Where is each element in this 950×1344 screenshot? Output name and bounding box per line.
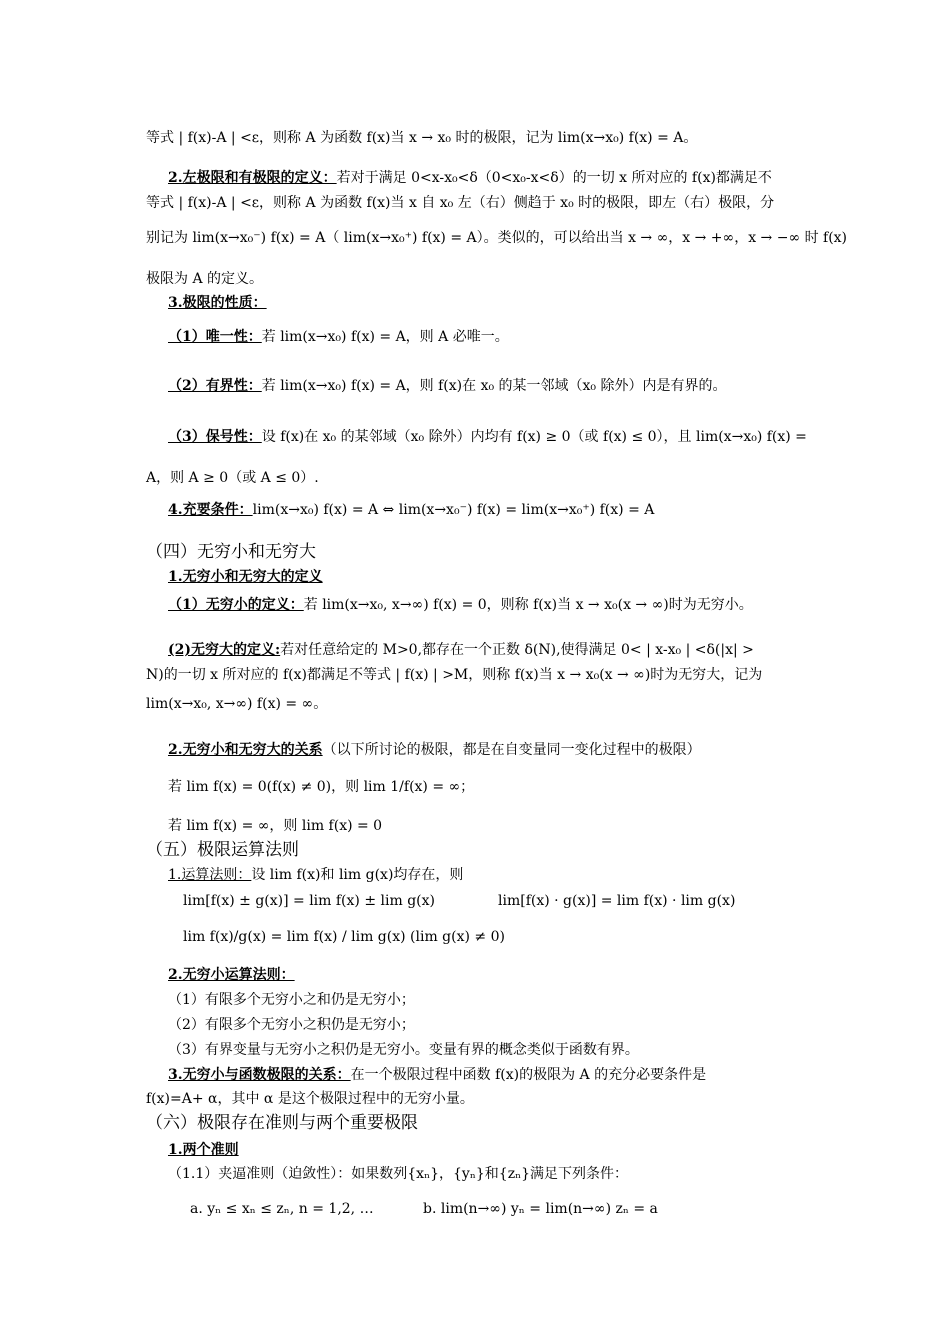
- property-title: （3）保号性：: [168, 429, 262, 445]
- section-text: 在一个极限过程中函数 f(x)的极限为 A 的充分必要条件是: [350, 1067, 707, 1083]
- def-text: 若 lim(x→x₀, x→∞) f(x) = 0，则称 f(x)当 x → x₀(x → ∞)时为无穷小。: [303, 597, 753, 613]
- section-title: 2.无穷小和无穷大的关系: [168, 742, 323, 758]
- section-text: lim(x→x₀) f(x) = A ⇔ lim(x→x₀⁻) f(x) = lim(x→x₀⁺) f(x) = A: [252, 502, 655, 518]
- operation-rules: [168, 865, 463, 885]
- property-boundedness: [168, 376, 727, 396]
- condition-b: b. lim(n→∞) yₙ = lim(n→∞) zₙ = a: [423, 1201, 658, 1217]
- def-title: (2)无穷大的定义:: [168, 642, 281, 658]
- section-text: 设 lim f(x)和 lim g(x)均存在，则: [251, 867, 464, 883]
- infinity-def: [168, 640, 754, 660]
- section-title: 3.无穷小与函数极限的关系：: [168, 1067, 351, 1083]
- formula-product: lim[f(x) · g(x)] = lim f(x) · lim g(x): [498, 893, 736, 909]
- paragraph-line: 别记为 lim(x→x₀⁻) f(x) = A（ lim(x→x₀⁺) f(x) = A）。类似的，可以给出当 x → ∞，x → +∞，x → −∞ 时 f(x): [146, 230, 848, 246]
- condition-a: a. yₙ ≤ xₙ ≤ zₙ, n = 1,2, …: [190, 1201, 374, 1217]
- section-text: （以下所讨论的极限，都是在自变量同一变化过程中的极限）: [322, 742, 701, 758]
- list-item: （1）有限多个无穷小之和仍是无穷小；: [168, 992, 415, 1008]
- paragraph-line: lim(x→x₀, x→∞) f(x) = ∞。: [146, 696, 328, 712]
- relation-title: [168, 740, 701, 760]
- line-epsilon-def: 等式 | f(x)-A | <ε，则称 A 为函数 f(x)当 x → x₀ 时的极限，记为 lim(x→x₀) f(x) = A。: [146, 130, 698, 146]
- property-title: （1）唯一性：: [168, 329, 262, 345]
- property-uniqueness: [168, 327, 509, 347]
- list-item: （2）有限多个无穷小之积仍是无穷小；: [168, 1017, 415, 1033]
- formula-line: 若 lim f(x) = 0(f(x) ≠ 0)，则 lim 1/f(x) = ∞；: [168, 779, 475, 795]
- list-item: （3）有界变量与无穷小之积仍是无穷小。变量有界的概念类似于函数有界。: [168, 1042, 639, 1058]
- infinitesimal-relation: [168, 1065, 706, 1085]
- left-right-limit-def: [168, 168, 772, 188]
- section-title: 2.无穷小运算法则：: [168, 967, 295, 983]
- property-sign-preserving: [168, 427, 807, 447]
- paragraph-line: A，则 A ≥ 0（或 A ≤ 0）.: [146, 470, 319, 486]
- section-title: 2.左极限和有极限的定义：: [168, 170, 337, 186]
- formula-sum: lim[f(x) ± g(x)] = lim f(x) ± lim g(x): [183, 893, 435, 909]
- section-title: 1.无穷小和无穷大的定义: [168, 569, 323, 585]
- chapter-heading: （五）极限运算法则: [146, 840, 299, 860]
- property-text: 若 lim(x→x₀) f(x) = A，则 f(x)在 x₀ 的某一邻域（x₀ 除外）内是有界的。: [261, 378, 727, 394]
- formula-quotient: lim f(x)/g(x) = lim f(x) / lim g(x) (lim g(x) ≠ 0): [183, 929, 505, 945]
- chapter-heading: （六）极限存在准则与两个重要极限: [146, 1113, 418, 1133]
- section-title: 4.充要条件：: [168, 502, 253, 518]
- infinitesimal-def: [168, 595, 753, 615]
- paragraph-line: N)的一切 x 所对应的 f(x)都满足不等式 | f(x) | >M，则称 f(x)当 x → x₀(x → ∞)时为无穷大，记为: [146, 667, 763, 683]
- iff-condition: [168, 500, 654, 520]
- chapter-heading: （四）无穷小和无穷大: [146, 542, 316, 562]
- paragraph-line: （1.1）夹逼准则（迫敛性）：如果数列{xₙ}，{yₙ}和{zₙ}满足下列条件：: [168, 1166, 629, 1182]
- def-title: （1）无穷小的定义：: [168, 597, 304, 613]
- paragraph-line: 极限为 A 的定义。: [146, 271, 264, 287]
- section-text: 若对于满足 0<x-x₀<δ（0<x₀-x<δ）的一切 x 所对应的 f(x)都满足不: [336, 170, 772, 186]
- section-title: 3.极限的性质：: [168, 295, 267, 311]
- section-title: 1.运算法则：: [168, 867, 252, 883]
- property-text: 若 lim(x→x₀) f(x) = A，则 A 必唯一。: [261, 329, 509, 345]
- property-title: （2）有界性：: [168, 378, 262, 394]
- paragraph-line: f(x)=A+ α，其中 α 是这个极限过程中的无穷小量。: [146, 1091, 474, 1107]
- formula-line: 若 lim f(x) = ∞，则 lim f(x) = 0: [168, 818, 383, 834]
- property-text: 设 f(x)在 x₀ 的某邻域（x₀ 除外）内均有 f(x) ≥ 0（或 f(x) ≤ 0），且 lim(x→x₀) f(x) =: [261, 429, 807, 445]
- paragraph-line: 等式 | f(x)-A | <ε，则称 A 为函数 f(x)当 x 自 x₀ 左（右）侧趋于 x₀ 时的极限，即左（右）极限，分: [146, 195, 775, 211]
- def-text: 若对任意给定的 M>0,都存在一个正数 δ(N),使得满足 0< | x-x₀ | <δ(|x| >: [280, 642, 754, 658]
- section-title: 1.两个准则: [168, 1142, 239, 1158]
